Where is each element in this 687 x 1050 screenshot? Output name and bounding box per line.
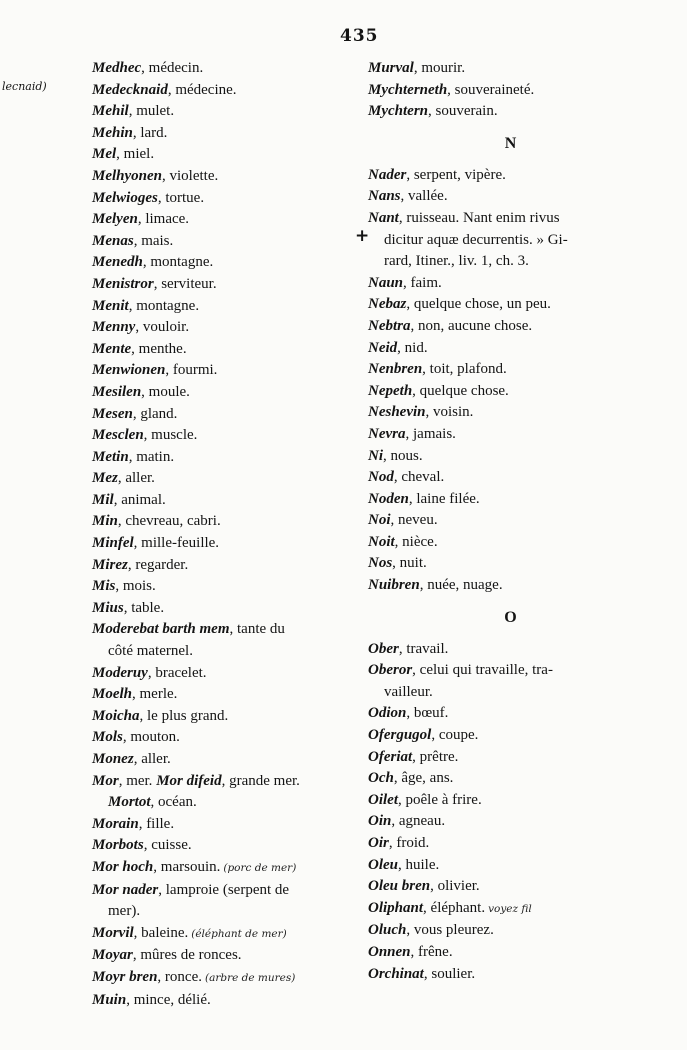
entry-definition: , menthe. [131,340,187,357]
entry-headword: Mesilen [92,383,142,400]
entry-definition: , mouton. [122,729,180,746]
entry-headword: Oberor [368,662,413,679]
entry-headword: Oferiat [368,748,413,765]
entry-headword: Mychtern [368,103,428,120]
entry-definition: , âge, ans. [393,770,454,787]
entry-definition: , agneau. [391,813,446,830]
entry-definition: , olivier. [430,878,480,895]
entry-definition: , éléphant. [423,899,486,916]
dictionary-entry [368,273,653,295]
entry-headword: Morvil [92,924,134,941]
entry-definition: , vouloir. [135,319,190,336]
dictionary-entry [92,101,367,123]
entry-definition: , cheval. [393,469,445,486]
entry-headword: Noden [368,490,409,507]
entry-headword: Mis [92,578,116,595]
dictionary-entry [368,186,653,208]
entry-headword: Menny [92,319,136,336]
dictionary-entry [92,382,367,404]
dictionary-entry [92,619,367,662]
handwritten-annotation: (porc de mer) [223,861,297,874]
dictionary-entry [92,945,367,967]
dictionary-entry [92,58,367,80]
entry-headword: Mesen [92,405,133,422]
entry-headword: Melyen [92,211,138,228]
dictionary-entry [368,811,653,833]
entry-definition: , montagne. [142,254,214,271]
handwritten-annotation: (arbre de mures) [204,971,296,984]
dictionary-entry [92,252,367,274]
entry-headword: Moderuy [92,664,148,681]
entry-definition: , mûres de ronces. [132,947,242,964]
entry-definition: , regarder. [127,556,189,573]
entry-continuation-line [368,682,653,704]
entry-definition: , gland. [132,405,178,422]
entry-continuation-line [92,901,367,923]
entry-headword: Mil [92,491,114,508]
entry-definition: , mince, délié. [126,991,211,1008]
entry-continuation-line: rard, Itiner., liv. 1, ch. 3. [384,253,529,270]
entry-headword: Mez [92,470,118,487]
handwritten-annotation: voyez fil [488,902,532,915]
entry-headword: Mols [92,729,123,746]
dictionary-entry [368,920,653,942]
dictionary-entry [92,749,367,771]
entry-definition: vailleur. [384,683,433,700]
entry-headword: Mor difeid [156,772,222,789]
dictionary-entry [92,706,367,728]
entry-definition: côté maternel. [108,643,193,660]
entry-definition: , souveraineté. [447,81,535,98]
left-column [92,58,370,1011]
entry-definition: , nid. [397,339,428,356]
entry-definition: , montagne. [128,297,200,314]
entry-headword: Ober [368,640,399,657]
entry-headword: Mesclen [92,427,144,444]
entry-definition: , merle. [132,686,178,703]
entry-headword: Minfel [92,535,134,552]
entry-headword: Nans [368,188,401,205]
entry-headword: Mehin [92,124,133,141]
dictionary-entry [92,188,367,210]
dictionary-entry [92,967,367,990]
entry-headword: Menit [92,297,129,314]
dictionary-entry [92,447,367,469]
entry-headword: Muin [92,991,127,1008]
entry-headword: Nader [368,166,407,183]
entry-definition: , jamais. [405,425,456,442]
entry-definition: , fourmi. [165,362,218,379]
entry-headword: Menedh [92,254,143,271]
page-number: 435 [340,26,379,46]
entry-definition: , lamproie (serpent de [158,881,290,898]
dictionary-entry [92,835,367,857]
dictionary-entry [368,489,653,511]
entry-definition: , serviteur. [153,275,217,292]
entry-definition: , matin. [128,448,175,465]
right-column [368,58,653,985]
entry-headword: Mirez [92,556,128,573]
entry-headword: Mor hoch [92,858,154,875]
entry-headword: Mente [92,340,132,357]
entry-continuation-line [92,641,367,663]
entry-headword: Nod [368,469,394,486]
dictionary-entry [368,942,653,964]
entry-headword: Noit [368,533,395,550]
entry-headword: Neid [368,339,398,356]
entry-headword: Medhec [92,60,142,76]
entry-headword: Nebaz [368,296,407,313]
dictionary-entry [92,296,367,318]
entry-headword: Morain [92,815,139,832]
n-entries [368,165,653,597]
entry-definition: , médecine. [167,81,237,98]
entry-headword: Odion [368,705,407,722]
entry-definition: , non, aucune chose. [410,317,533,334]
entry-definition: , serpent, vipère. [406,166,506,183]
dictionary-entry [92,231,367,253]
entry-definition: , baleine. [133,924,189,941]
entry-definition: , animal. [113,491,166,508]
dictionary-entry [368,747,653,769]
dictionary-entry [368,165,653,187]
entry-definition: , huile. [398,856,440,873]
entry-headword: Menistror [92,275,154,292]
entry-definition: , miel. [116,146,155,163]
dictionary-entry [92,814,367,836]
m-continuation-entries [368,58,653,123]
dictionary-entry [368,553,653,575]
entry-headword: Mor [92,772,119,789]
dictionary-entry [92,123,367,145]
dictionary-entry [368,898,653,921]
entry-headword: Mychterneth [368,81,448,98]
dictionary-entry [368,381,653,403]
dictionary-entry [368,833,653,855]
entry-definition: , voisin. [425,404,474,421]
entry-headword: Melhyonen [92,167,163,184]
entry-headword: Mehil [92,103,129,120]
dictionary-entry [368,510,653,532]
entry-definition: , nuée, nuage. [419,577,503,594]
dictionary-entry [368,80,653,102]
dictionary-entry [368,316,653,338]
entry-headword: Morbots [92,837,144,854]
entry-headword: Melwioges [92,189,158,206]
dictionary-entry [368,101,653,123]
entry-definition: , chevreau, cabri. [117,513,221,530]
entry-definition: , océan. [150,794,197,811]
dictionary-entry [368,575,653,597]
dictionary-entry [368,467,653,489]
dictionary-entry [92,576,367,598]
entry-headword: Nos [368,555,393,572]
entry-definition: , cuisse. [143,837,192,854]
dictionary-entry [92,880,367,923]
entry-definition: , nièce. [394,533,438,550]
dictionary-entry [368,639,653,661]
entry-definition: , travail. [398,640,449,657]
entry-definition: , moule. [141,383,190,400]
dictionary-entry [368,294,653,316]
entry-headword: Naun [368,274,404,291]
entry-definition: , ruisseau. Nant enim rivus [398,209,560,226]
dictionary-entry [368,855,653,877]
entry-definition: , violette. [162,167,219,184]
entry-headword: Och [368,770,394,787]
dictionary-entry [92,404,367,426]
dictionary-entry [368,402,653,424]
entry-headword: Monez [92,751,134,767]
dictionary-entry [92,317,367,339]
entry-definition: , vous pleurez. [406,922,494,939]
margin-cross-mark: + [355,226,370,246]
entry-headword: Oir [368,835,389,851]
entry-definition: , faim. [403,274,442,291]
entry-continuation-line [368,230,653,252]
entry-definition: , aller. [133,751,171,767]
dictionary-entry [92,209,367,231]
entry-definition: , souverain. [428,103,498,120]
dictionary-entry [92,555,367,577]
entry-headword: Nuibren [368,577,420,594]
dictionary-entry [92,360,367,382]
dictionary-entry [92,425,367,447]
dictionary-entry [92,144,367,166]
entry-headword: Moelh [92,686,133,703]
entry-headword: Nant [368,209,399,226]
entry-headword: Nebtra [368,317,411,334]
dictionary-entry [368,338,653,360]
dictionary-entry [368,532,653,554]
entry-definition: , aller. [117,470,155,487]
dictionary-entry [92,468,367,490]
entry-headword: Ofergugol [368,727,432,744]
entry-definition: , coupe. [431,727,479,744]
entry-definition: , médecin. [141,60,204,76]
dictionary-entry [92,663,367,685]
entry-definition: , marsouin. [153,858,221,875]
entry-definition: , bœuf. [406,705,449,722]
entry-definition: , prêtre. [412,748,459,765]
dictionary-entry [368,790,653,812]
entry-headword: Nenbren [368,361,423,378]
entry-definition: mer). [108,903,141,920]
entry-definition: , table. [123,599,165,616]
entry-headword: Oleu bren [368,878,431,895]
entry-headword: Menwionen [92,362,166,379]
dictionary-entry [92,339,367,361]
dictionary-entry [368,446,653,468]
o-entries [368,639,653,986]
entry-definition: , limace. [137,211,190,228]
dictionary-entry [368,876,653,898]
dictionary-entry [92,80,367,102]
dictionary-entry [92,727,367,749]
entry-headword: Oluch [368,922,407,939]
dictionary-entry [368,703,653,725]
dictionary-entry [368,964,653,986]
dictionary-entry [368,768,653,790]
entry-definition: , lard. [132,124,168,141]
entry-headword: Oliphant [368,899,424,916]
entry-definition: , soulier. [423,965,476,982]
entry-headword: Onnen [368,943,411,960]
dictionary-entry [92,511,367,533]
entry-headword: Murval [368,60,414,76]
entry-definition: , froid. [388,835,430,851]
entry-definition: , grande mer. [221,772,300,789]
entry-headword: Moderebat barth mem [92,621,230,638]
dictionary-entry [92,684,367,706]
entry-definition: , quelque chose, un peu. [406,296,551,313]
dictionary-entry [92,533,367,555]
dictionary-entry [92,274,367,296]
entry-headword: Mortot [108,794,151,811]
entry-headword: Moyr bren [92,968,158,985]
entry-headword: Neshevin [368,404,426,421]
entry-definition: , nous. [383,447,423,464]
entry-definition: , poêle à frire. [398,791,482,808]
dictionary-entry [368,424,653,446]
dictionary-entry [368,725,653,747]
entry-headword: Nevra [368,425,406,442]
entry-headword: Nepeth [368,382,413,399]
entry-headword: Medecknaid [92,81,168,98]
entry-definition: , laine filée. [408,490,480,507]
entry-definition: , fille. [138,815,175,832]
entry-definition: , tortue. [157,189,205,206]
dictionary-entry [368,208,653,273]
entry-definition: , mais. [133,232,174,249]
dictionary-entry [92,490,367,512]
entry-definition: , toit, plafond. [422,361,507,378]
entry-headword: Oin [368,813,392,830]
entry-definition: , mulet. [128,103,175,120]
entry-definition: , le plus grand. [139,707,229,724]
entry-definition: , mer. [118,772,157,789]
entry-definition: , mille-feuille. [133,535,220,552]
section-heading-n: N [504,134,517,152]
dictionary-entry [92,771,367,814]
entry-headword: Moicha [92,707,140,724]
entry-headword: Oilet [368,791,398,808]
entry-headword: Ni [368,447,383,464]
entry-headword: Orchinat [368,965,424,982]
dictionary-entry [92,990,367,1012]
entry-definition: , bracelet. [147,664,207,681]
entry-headword: Mel [92,146,117,163]
entry-definition: , neveu. [390,512,438,529]
entry-definition: , muscle. [143,427,198,444]
margin-handwritten-note: lecnaid) [2,80,47,93]
entry-definition: dicitur aquæ decurrentis. » Gi- [384,231,568,248]
entry-headword: Metin [92,448,129,465]
dictionary-entry [92,166,367,188]
handwritten-annotation: (éléphant de mer) [191,927,287,940]
entry-definition: , vallée. [400,188,448,205]
section-heading-o: O [504,608,517,626]
dictionary-entry [368,58,653,80]
dictionary-entry [368,660,653,703]
entry-headword: Oleu [368,856,398,873]
entry-headword: Menas [92,232,134,249]
entry-definition: , nuit. [392,555,427,572]
entry-headword: Noi [368,512,391,529]
entry-headword: Moyar [92,947,133,964]
entry-definition: , frêne. [410,943,453,960]
entry-headword: Mor nader [92,881,159,898]
dictionary-entry [92,923,367,946]
entry-definition: , mois. [115,578,156,595]
entry-definition: , tante du [229,621,285,638]
dictionary-entry [368,359,653,381]
entry-headword: Mius [92,599,124,616]
entry-definition: , quelque chose. [412,382,509,399]
entry-headword: Min [92,513,118,530]
dictionary-entry [92,598,367,620]
entry-definition: , ronce. [157,968,202,985]
entry-definition: , mourir. [413,60,466,76]
dictionary-entry [92,857,367,880]
entry-definition: , celui qui travaille, tra- [412,662,553,679]
entry-continuation-line [92,792,367,814]
